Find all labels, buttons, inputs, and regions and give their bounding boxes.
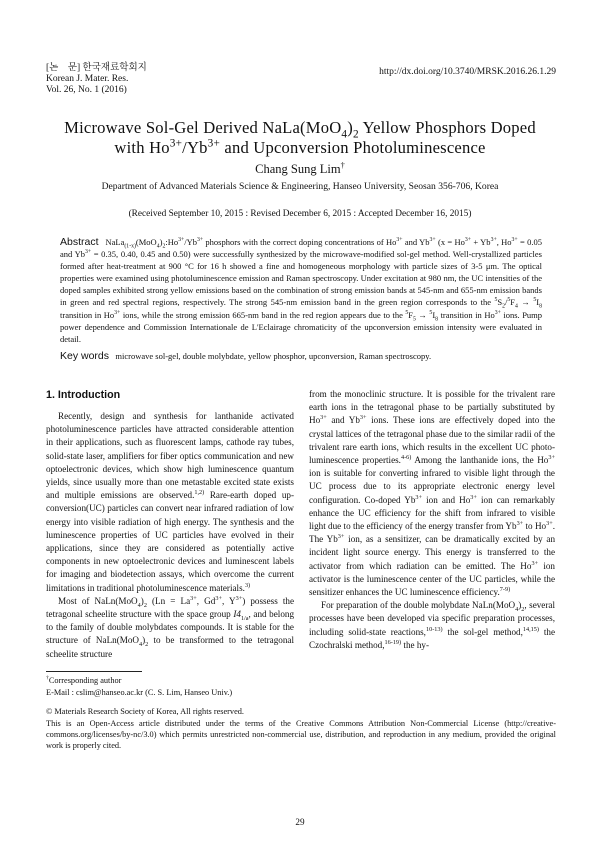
keywords: [60, 350, 542, 362]
footnote-rule: [46, 671, 142, 672]
page-number: 29: [295, 817, 305, 827]
abstract: Abstract $NaLa_{(1-x)}(MoO_4)_2:Ho^{3+}/Yb^{3+}$ phosphors with the correct doping concentrations of $Ho^{3+}$ and $Yb^{3+}$ ($x = Ho^{3+} + Yb^{3+}$, $Ho^{3+} = 0.05$ and $Yb^{3+} = 0.35$, 0.40, 0.45 and 0.50) were successfully synthesized by the microwave-modified sol-gel method. Well-crystallized particles formed after heat-treatment at 900 °C for 16 h showed a fine and homogeneous morphology with particle sizes of 3-5 μm. The optical properties were examined using photoluminescence emission and Raman spectroscopy. Under excitation at 980 nm, the UC intensities of the doped samples exhibited strong yellow emissions based on the combination of strong emission bands at 545-nm and 655-nm emission bands in green and red spectral regions, respectively. The strong 545-nm emission band in the green region corresponds to the $^5S_2/^5F_4 \to ^5I_8$ transition in $Ho^{3+}$ ions, while the strong emission 665-nm band in the red region appears due to the $^5F_5 \to ^5I_8$ transition in $Ho^{3+}$ ions. Pump power dependence and Commission Internationale de L'Eclairage chromaticity of the upconversion emission intensity were evaluated in detail.: [60, 236, 543, 344]
corresponding-author-note: †Corresponding author: [46, 675, 122, 685]
right-column: [309, 388, 555, 652]
affiliation: Department of Advanced Materials Science & Engineering, Hanseo University, Seosan 356-706, Korea: [101, 181, 499, 192]
journal-abbrev: Korean J. Mater. Res.: [46, 74, 129, 84]
keywords-text: microwave sol-gel, double molybdate, yellow phosphor, upconversion, Raman spectroscopy.: [115, 351, 432, 361]
doi-link[interactable]: http://dx.doi.org/10.3740/MRSK.2016.26.1.29: [379, 67, 556, 77]
paragraph: For preparation of the double molybdate $NaLn(MoO_4)_2$, several processes have been developed via specific preparation processes, including solid-state reactions,$^{10-13)}$ the sol-gel method,$^{14,15)}$ the Czochralski method,$^{16-19)}$ the hy-: [309, 600, 555, 650]
section-heading: 1. Introduction: [46, 389, 121, 401]
keywords-label: Key words: [60, 350, 110, 362]
abstract-label: Abstract: [60, 236, 99, 248]
copyright-notice: © Materials Research Society of Korea, All rights reserved.: [46, 707, 244, 716]
journal-korean: [논 문] 한국재료학회지: [46, 63, 147, 73]
paragraph: Recently, design and synthesis for lanthanide activated photoluminescence particles have attracted considerable attention in their applications, such as fluorescent lamps, cathode ray tubes, solid-state laser, amplifiers for fiber optics communication and new optoelectronic devices, which show high luminescence quantum yields, since usually more than one metastable excited state exists and multiple emissions are observed.$^{1,2)}$ Rare-earth doped up-conversion(UC) particles can convert near infrared radiation of low energy into visible radiation of high energy. The synthesis and the luminescence properties of UC particles have evolved in their applications, since they are considered as potentially active components in new optoelectronic devices and luminescent labels for imaging and biodetection assays, which overcome the current limitations in traditional photoluminescence materials.$^{3)}$: [46, 411, 294, 593]
received-dates: (Received September 10, 2015 : Revised December 6, 2015 : Accepted December 16, 2015): [128, 209, 472, 219]
author-email: E-Mail : cslim@hanseo.ac.kr (C. S. Lim, Hanseo Univ.): [46, 688, 233, 697]
journal-header: [46, 63, 147, 96]
corresponding-mark: †: [340, 159, 345, 170]
paragraph: from the monoclinic structure. It is possible for the trivalent rare earth ions in the tetragonal phase to be partially substituted by $Ho^{3+}$ and $Yb^{3+}$ ions. These ions are effectively doped into the crystal lattices of the tetragonal phase due to the similar radii of the trivalent rare earth ions, which results in the excellent UC photo-luminescence properties.$^{4-6)}$ Among the lanthanide ions, the $Ho^{3+}$ ion is suitable for converting infrared to visible light through the UC process due to its appropriate electronic energy level configuration. Co-doped $Yb^{3+}$ ion and $Ho^{3+}$ ion can remarkably enhance the UC efficiency for the shift from infrared to visible light due to the efficiency of the energy transfer from $Yb^{3+}$ to $Ho^{3+}$. The $Yb^{3+}$ ion, as a sensitizer, can be dramatically excited by an incident light source energy. This energy is transferred to the activator from which radiation can be emitted. The $Ho^{3+}$ ion activator is the luminescence center of the UC particles, while the sensitizer enhances the UC luminescence efficiency.$^{7-9)}$: [309, 389, 556, 598]
left-column: [46, 410, 294, 661]
paper-title: Microwave Sol-Gel Derived $NaLa(MoO_4)_2$ Yellow Phosphors Doped with $Ho^{3+}/Yb^{3+}$ and Upconversion Photoluminescence: [64, 118, 536, 157]
license-notice: This is an Open-Access article distributed under the terms of the Creative Commons Attribution Non-Commercial License (http://creative-commons.org/licenses/by-nc/3.0) which permits unrestricted non-commercial use, distribution, and reproduction in any medium, provided the original work is properly cited.: [46, 719, 556, 750]
author-name: Chang Sung Lim†: [255, 159, 345, 176]
paragraph: Most of $NaLn(MoO_4)_2$ ($Ln = La^{3+}$, $Gd^{3+}$, $Y^{3+}$) possess the tetragonal scheelite structure with the space group $I4_{1/a}$, and belong to the family of double molybdates compounds. It is stable for the structure of $NaLn(MoO_4)_2$ to be transformed to the tetragonal scheelite structure: [46, 594, 295, 659]
journal-volume: Vol. 26, No. 1 (2016): [46, 85, 127, 95]
